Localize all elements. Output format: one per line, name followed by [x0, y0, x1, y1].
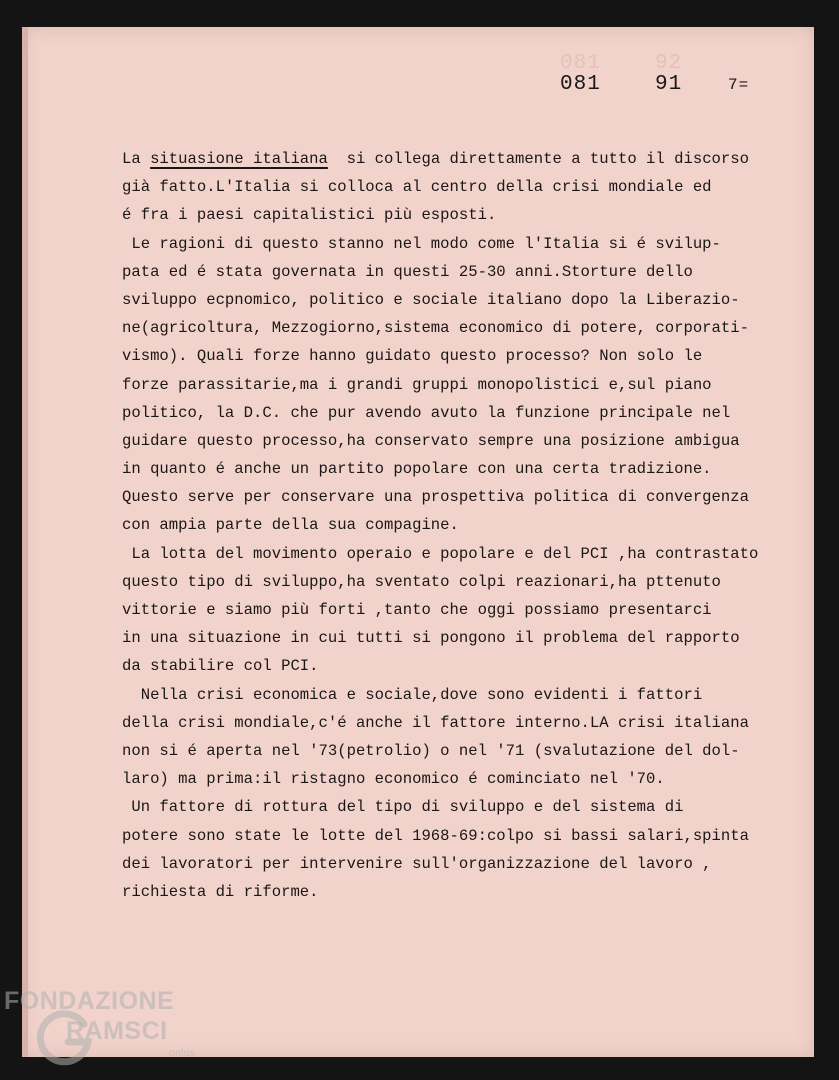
text-line-7: ne(agricoltura, Mezzogiorno,sistema economico di potere, corporati- — [122, 319, 749, 338]
text-line-11: guidare questo processo,ha conservato sempre una posizione ambigua — [122, 431, 740, 450]
text-line-17: vittorie e siamo più forti ,tanto che oggi possiamo presentarci — [122, 601, 712, 619]
text-line-1 — [122, 145, 782, 173]
text-line-2: già fatto.L'Italia si colloca al centro della crisi mondiale ed — [122, 178, 712, 197]
text-line-23: laro) ma prima:il ristagno economico é cominciato nel '70. — [122, 770, 665, 789]
underlined-title-phrase: situasione italiana — [150, 150, 328, 168]
text-line-24: Un fattore di rottura del tipo di sviluppo e del sistema di — [122, 798, 684, 817]
text-line-22: non si é aperta nel '73(petrolio) o nel '71 (svalutazione del dol- — [122, 741, 740, 760]
line-1-end: si collega direttamente a tutto il discorso — [327, 150, 749, 168]
text-line-16: questo tipo di sviluppo,ha sventato colpi reazionari,ha pttenuto — [122, 572, 721, 591]
text-line-8: vismo). Quali forze hanno guidato questo processo? Non solo le — [122, 347, 703, 366]
text-line-4: Le ragioni di questo stanno nel modo come l'Italia si é svilup- — [122, 234, 721, 253]
text-line-26: dei lavoratori per intervenire sull'organizzazione del lavoro , — [122, 854, 712, 873]
text-line-12: in quanto é anche un partito popolare con una certa tradizione. — [122, 460, 712, 479]
text-line-18: in una situazione in cui tutti si pongono il problema del rapporto — [122, 629, 740, 648]
text-line-21: della crisi mondiale,c'é anche il fattore interno.LA crisi italiana — [122, 713, 749, 732]
watermark-onlus: onlus — [169, 1048, 196, 1059]
page-number-first: 081 — [560, 73, 601, 96]
text-line-9: forze parassitarie,ma i grandi gruppi monopolistici e,sul piano — [122, 375, 712, 394]
text-line-27: richiesta di riforme. — [122, 882, 319, 901]
text-line-10: politico, la D.C. che pur avendo avuto la funzione principale nel — [122, 403, 731, 422]
text-line-13: Questo serve per conservare una prospettiva politica di convergenza — [122, 488, 749, 507]
text-line-19: da stabilire col PCI. — [122, 657, 319, 676]
typed-body-text — [122, 145, 782, 906]
watermark-line-1: FONDAZIONE — [4, 987, 175, 1015]
text-line-6: sviluppo ecpnomico, politico e sociale italiano dopo la Liberazio- — [122, 290, 740, 309]
ghost-number-second: 92 — [655, 52, 683, 75]
page-number-second: 91 — [655, 73, 683, 96]
paper-left-edge — [22, 27, 28, 1057]
text-line-25: potere sono state le lotte del 1968-69:colpo si bassi salari,spinta — [122, 826, 749, 845]
page-number-third: 7= — [728, 76, 750, 94]
text-line-3: é fra i paesi capitalistici più esposti. — [122, 206, 497, 225]
text-line-5: pata ed é stata governata in questi 25-30 anni.Storture dello — [122, 262, 693, 281]
text-line-14: con ampia parte della sua compagine. — [122, 516, 459, 535]
text-line-20: Nella crisi economica e sociale,dove sono evidenti i fattori — [122, 685, 703, 704]
text-line-15: La lotta del movimento operaio e popolare e del PCI ,ha contrastato — [122, 544, 759, 563]
ghost-number-first: 081 — [560, 52, 601, 75]
line-1-start: La — [122, 150, 151, 168]
watermark-line-2: RAMSCI — [66, 1017, 168, 1045]
